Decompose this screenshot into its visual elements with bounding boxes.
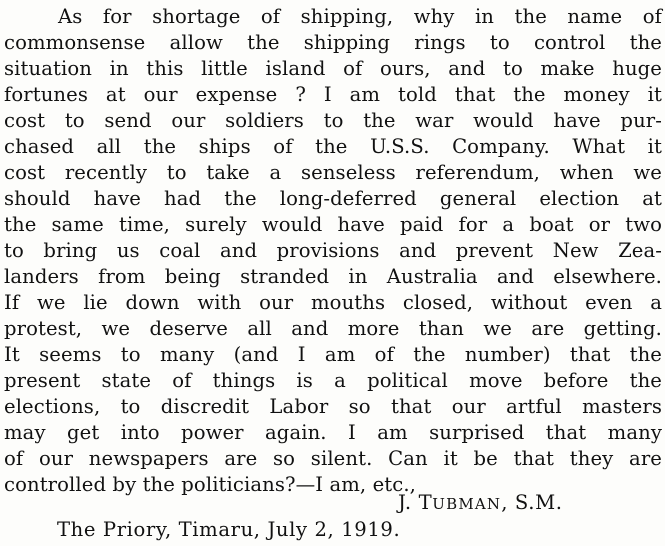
letter-line: cost recently to take a senseless referendum, when we xyxy=(4,161,662,184)
letter-line: commonsense allow the shipping rings to control the xyxy=(4,31,662,54)
letter-line: of our newspapers are so silent. Can it be that they are xyxy=(4,447,662,470)
letter-line: present state of things is a political move before the xyxy=(4,369,662,392)
signature-surname-lead: T xyxy=(418,491,433,514)
signature-title: , S.M. xyxy=(501,491,563,514)
dateline: The Priory, Timaru, July 2, 1919. xyxy=(57,518,401,541)
letter-line: to bring us coal and provisions and prevent New Zea- xyxy=(4,239,662,262)
signature-initial: J. xyxy=(398,491,412,514)
letter-line: controlled by the politicians?—I am, etc., xyxy=(4,473,416,496)
signature xyxy=(398,490,563,517)
letter-line: landers from being stranded in Australia and elsewhere. xyxy=(4,265,662,288)
letter-line: situation in this little island of ours, and to make huge xyxy=(4,57,662,80)
letter-line: fortunes at our expense ? I am told that the money it xyxy=(4,83,662,106)
letter-line: As for shortage of shipping, why in the name of xyxy=(58,5,662,28)
letter-line: If we lie down with our mouths closed, without even a xyxy=(4,291,662,314)
signature-surname-rest: UBMAN xyxy=(432,495,502,513)
letter-line: may get into power again. I am surprised that many xyxy=(4,421,662,444)
letter-line: It seems to many (and I am of the number) that the xyxy=(4,343,662,366)
letter-line: elections, to discredit Labor so that our artful masters xyxy=(4,395,662,418)
letter-line: should have had the long-deferred general election at xyxy=(4,187,662,210)
letter-line: the same time, surely would have paid for a boat or two xyxy=(4,213,662,236)
letter-line: cost to send our soldiers to the war would have pur- xyxy=(4,109,662,132)
letter-line: chased all the ships of the U.S.S. Company. What it xyxy=(4,135,662,158)
letter-line: protest, we deserve all and more than we are getting. xyxy=(4,317,662,340)
